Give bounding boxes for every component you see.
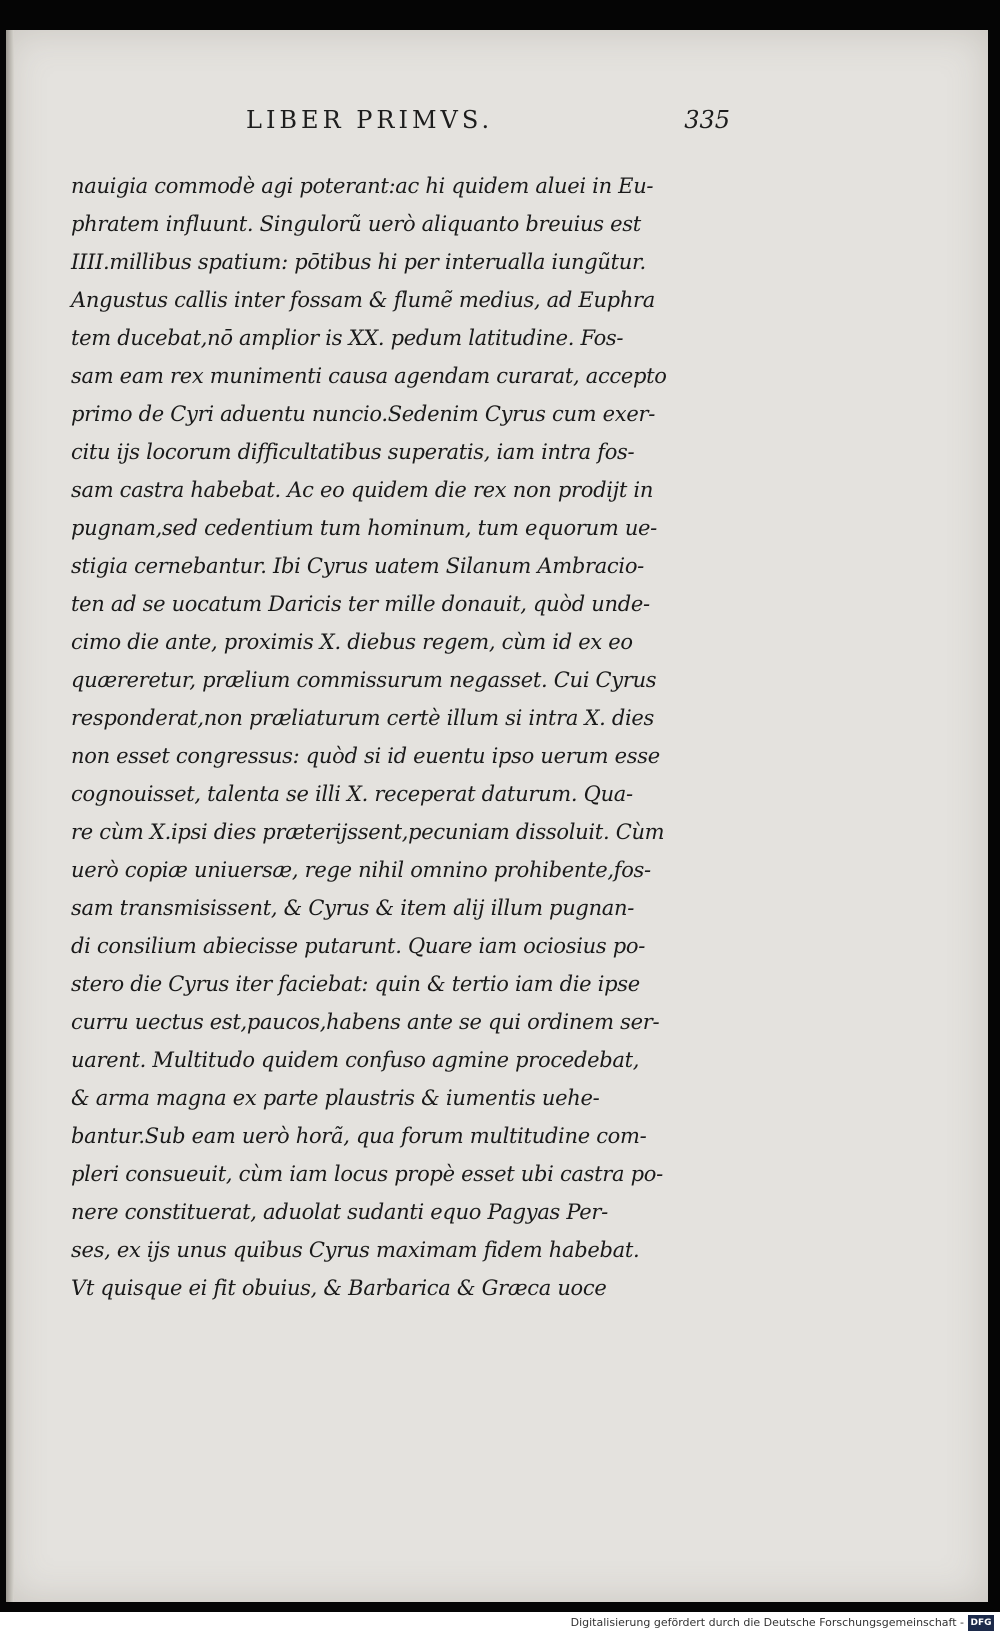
dfg-logo[interactable]: DFG [968, 1615, 994, 1631]
text-line: pugnam,sed cedentium tum hominum, tum equorum ue- [71, 516, 657, 540]
text-line: citu ijs locorum difficultatibus superatis, iam intra fos- [71, 440, 635, 464]
page-header [246, 106, 730, 146]
text-line: bantur.Sub eam uerò horã, qua forum multitudine com- [71, 1124, 647, 1148]
text-line: pleri consueuit, cùm iam locus propè esset ubi castra po- [71, 1162, 663, 1186]
text-line: IIII.millibus spatium: pōtibus hi per interualla iungũtur. [71, 250, 646, 274]
text-line: nauigia commodè agi poterant:ac hi quidem aluei in Eu- [71, 174, 654, 198]
text-line: cimo die ante, proximis X. diebus regem, cùm id ex eo [71, 630, 633, 654]
text-line: quæreretur, prælium commissurum negasset. Cui Cyrus [71, 668, 657, 692]
text-line: re cùm X.ipsi dies præterijssent,pecuniam dissoluit. Cùm [71, 820, 665, 844]
text-line: responderat,non præliaturum certè illum si intra X. dies [71, 706, 655, 730]
text-line: stero die Cyrus iter faciebat: quin & tertio iam die ipse [71, 972, 640, 996]
text-line: & arma magna ex parte plaustris & iumentis uehe- [71, 1086, 600, 1110]
text-line: di consilium abiecisse putarunt. Quare iam ociosius po- [71, 934, 645, 958]
text-line: sam eam rex munimenti causa agendam curarat, accepto [71, 364, 667, 388]
text-line: Angustus callis inter fossam & flumẽ medius, ad Euphra [71, 288, 656, 312]
text-line: stigia cernebantur. Ibi Cyrus uatem Silanum Ambracio- [71, 554, 644, 578]
running-head: LIBER PRIMVS. [246, 106, 494, 134]
text-line: sam transmisissent, & Cyrus & item alij illum pugnan- [71, 896, 635, 920]
text-line: uerò copiæ uniuersæ, rege nihil omnino prohibente,fos- [71, 858, 651, 882]
text-line: non esset congressus: quòd si id euentu ipso uerum esse [71, 744, 660, 768]
text-line: uarent. Multitudo quidem confuso agmine procedebat, [71, 1048, 640, 1072]
text-line: nere constituerat, aduolat sudanti equo Pagyas Per- [71, 1200, 608, 1224]
text-line: phratem influunt. Singulorũ uerò aliquanto breuius est [71, 212, 641, 236]
text-line: Vt quisque ei fit obuius, & Barbarica & Græca uoce [71, 1276, 607, 1300]
text-line: ten ad se uocatum Daricis ter mille donauit, quòd unde- [71, 592, 650, 616]
funding-credit: Digitalisierung gefördert durch die Deutsche Forschungsgemeinschaft - [570, 1616, 964, 1629]
page-number: 335 [684, 106, 730, 134]
page-gutter-edge [6, 30, 14, 1602]
text-line: curru uectus est,paucos,habens ante se qui ordinem ser- [71, 1010, 660, 1034]
text-line: primo de Cyri aduentu nuncio.Sedenim Cyrus cum exer- [71, 402, 655, 426]
text-line: sam castra habebat. Ac eo quidem die rex non prodijt in [71, 478, 654, 502]
text-line: ses, ex ijs unus quibus Cyrus maximam fidem habebat. [71, 1238, 640, 1262]
footer-bar [0, 1612, 1000, 1635]
body-text [71, 167, 721, 1307]
text-line: cognouisset, talenta se illi X. receperat daturum. Qua- [71, 782, 633, 806]
book-page [6, 30, 988, 1602]
text-line: tem ducebat,nō amplior is XX. pedum latitudine. Fos- [71, 326, 624, 350]
